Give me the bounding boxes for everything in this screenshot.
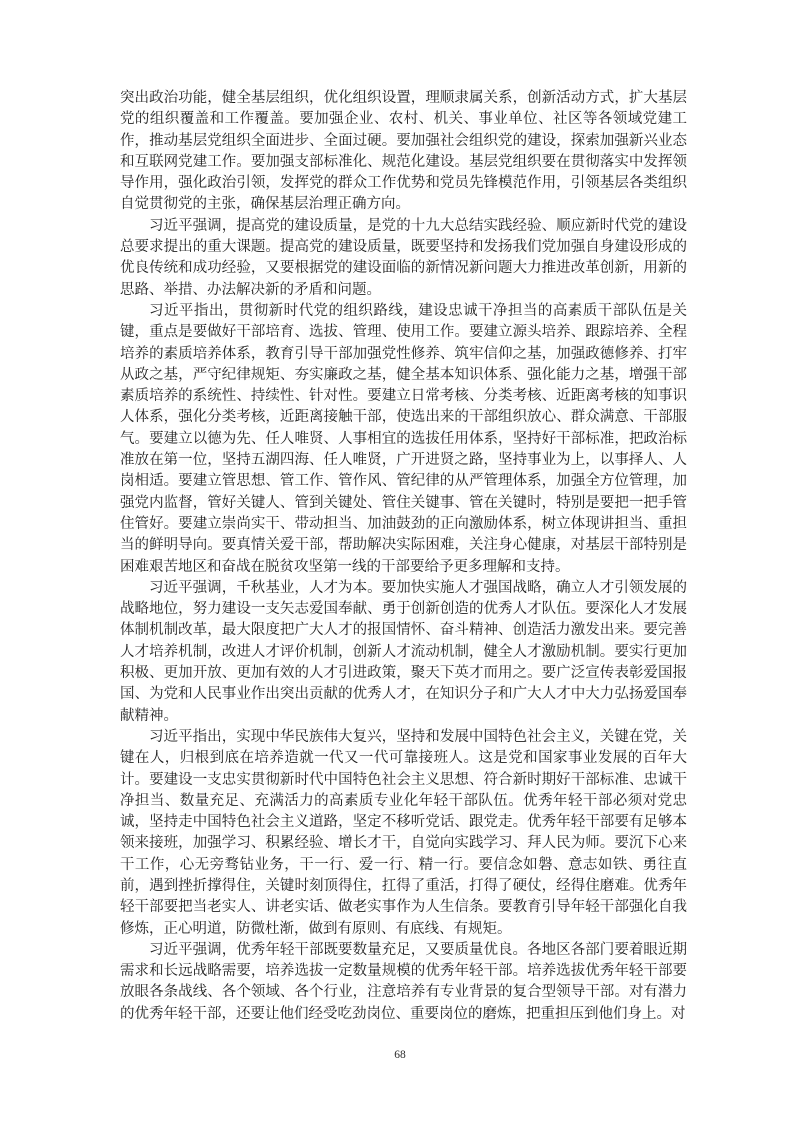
paragraph-2: 习近平强调，提高党的建设质量，是党的十九大总结实践经验、顺应新时代党的建设总要求提出的重大课题。提高党的建设质量，既要坚持和发扬我们党加强自身建设形成的优良传统和成功经验，又要根据党的建设面临的新情况新问题大力推进改革创新，用新的思路、举措、办法解决新的矛盾和问题。 — [120, 217, 687, 298]
page-number: 68 — [394, 1049, 406, 1061]
paragraph-continuation: 突出政治功能，健全基层组织，优化组织设置，理顺隶属关系，创新活动方式，扩大基层党的组织覆盖和工作覆盖。要加强企业、农村、机关、事业单位、社区等各领域党建工作，推动基层党组织全面进步、全面过硬。要加强社会组织党的建设，探索加强新兴业态和互联网党建工作。要加强支部标准化、规范化建设。基层党组织要在贯彻落实中发挥领导作用，强化政治引领，发挥党的群众工作优势和党员先锋模范作用，引领基层各类组织自觉贯彻党的主张，确保基层治理正确方向。 — [120, 90, 687, 213]
paragraph-6: 习近平强调，优秀年轻干部既要数量充足，又要质量优良。各地区各部门要着眼近期需求和长远战略需要，培养选拔一定数量规模的优秀年轻干部。培养选拔优秀年轻干部要放眼各条战线、各个领域、各个行业，注意培养有专业背景的复合型领导干部。对有潜力的优秀年轻干部，还要让他们经受吃劲岗位、重要岗位的磨炼，把重担压到他们身上。对 — [120, 941, 687, 1022]
text-block — [120, 88, 687, 1025]
paragraph-5: 习近平指出，实现中华民族伟大复兴，坚持和发展中国特色社会主义，关键在党，关键在人，归根到底在培养造就一代又一代可靠接班人。这是党和国家事业发展的百年大计。要建设一支忠实贯彻新时代中国特色社会主义思想、符合新时期好干部标准、忠诚干净担当、数量充足、充满活力的高素质专业化年轻干部队伍。优秀年轻干部必须对党忠诚，坚持走中国特色社会主义道路，坚定不移听党话、跟党走。优秀年轻干部要有足够本领来接班，加强学习、积累经验、增长才干，自觉向实践学习、拜人民为师。要沉下心来干工作，心无旁骛钻业务，干一行、爱一行、精一行。要信念如磐、意志如铁、勇往直前，遇到挫折撑得住，关键时刻顶得住，扛得了重活，打得了硬仗，经得住磨难。优秀年轻干部要把当老实人、讲老实话、做老实事作为人生信条。要教育引导年轻干部强化自我修炼，正心明道，防微杜渐，做到有原则、有底线、有规矩。 — [120, 728, 687, 937]
paragraph-4: 习近平强调，千秋基业，人才为本。要加快实施人才强国战略，确立人才引领发展的战略地位，努力建设一支矢志爱国奉献、勇于创新创造的优秀人才队伍。要深化人才发展体制机制改革，最大限度把广大人才的报国情怀、奋斗精神、创造活力激发出来。要完善人才培养机制，改进人才评价机制，创新人才流动机制，健全人才激励机制。要实行更加积极、更加开放、更加有效的人才引进政策，聚天下英才而用之。要广泛宣传表彰爱国报国、为党和人民事业作出突出贡献的优秀人才，在知识分子和广大人才中大力弘扬爱国奉献精神。 — [120, 579, 687, 724]
paragraph-3: 习近平指出，贯彻新时代党的组织路线，建设忠诚干净担当的高素质干部队伍是关键，重点是要做好干部培育、选拔、管理、使用工作。要建立源头培养、跟踪培养、全程培养的素质培养体系，教育引导干部加强党性修养、筑牢信仰之基，加强政德修养、打牢从政之基，严守纪律规矩、夯实廉政之基，健全基本知识体系、强化能力之基，增强干部素质培养的系统性、持续性、针对性。要建立日常考核、分类考核、近距离考核的知事识人体系，强化分类考核，近距离接触干部，使选出来的干部组织放心、群众满意、干部服气。要建立以德为先、任人唯贤、人事相宜的选拔任用体系，坚持好干部标准，把政治标准放在第一位，坚持五湖四海、任人唯贤，广开进贤之路，坚持事业为上，以事择人、人岗相适。要建立管思想、管工作、管作风、管纪律的从严管理体系，加强全方位管理，加强党内监督，管好关键人、管到关键处、管住关键事、管在关键时，特别是要把一把手管住管好。要建立崇尚实干、带动担当、加油鼓劲的正向激励体系，树立体现讲担当、重担当的鲜明导向。要真情关爱干部，帮助解决实际困难，关注身心健康，对基层干部特别是困难艰苦地区和奋战在脱贫攻坚第一线的干部要给予更多理解和支持。 — [120, 302, 687, 575]
